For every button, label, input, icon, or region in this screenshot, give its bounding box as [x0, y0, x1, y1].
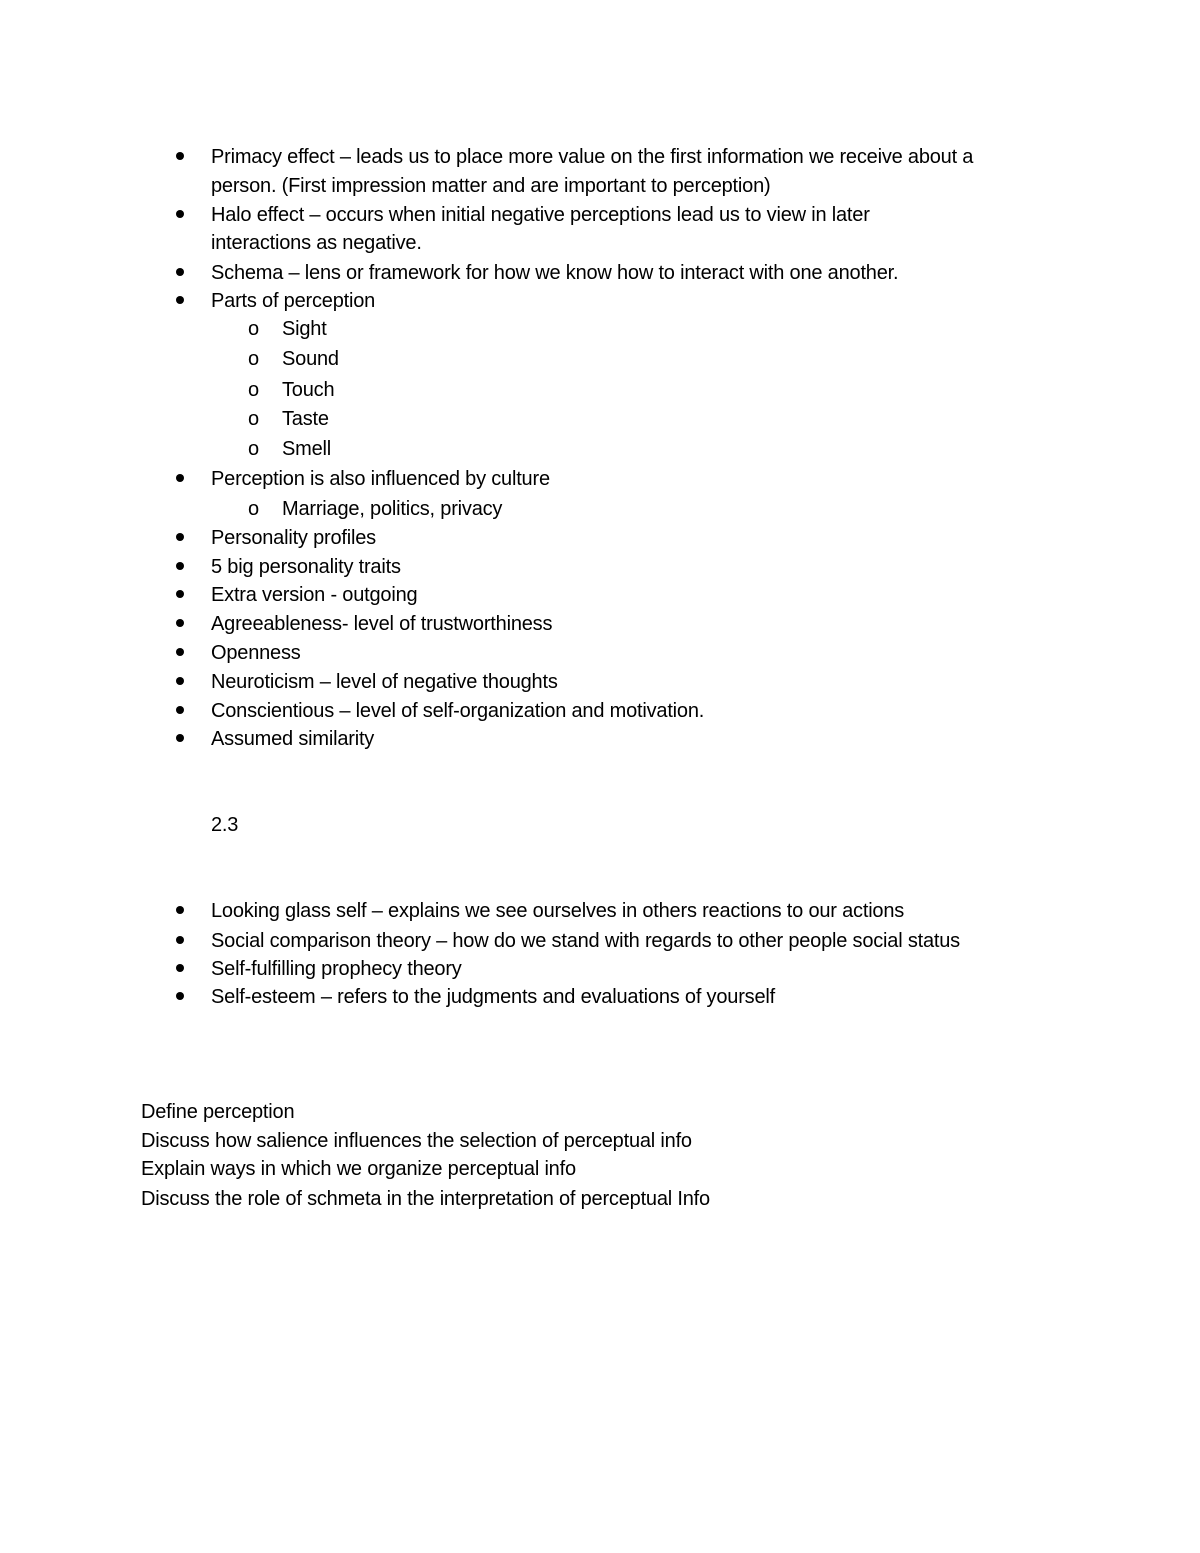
list-item-text: Personality profiles [211, 527, 376, 549]
bullet-dot [176, 474, 184, 482]
list-item-text: Looking glass self – explains we see ourselves in others reactions to our actions [211, 900, 905, 922]
list-item-text: Primacy effect – leads us to place more value on the first information we receive about a [211, 146, 974, 168]
objective-line: Discuss the role of schmeta in the interpretation of perceptual Info [141, 1188, 710, 1210]
bullet-dot [176, 677, 184, 685]
list-item-text: person. (First impression matter and are important to perception) [211, 175, 771, 197]
list-item-text: interactions as negative. [211, 232, 422, 254]
bullet-dot [176, 210, 184, 218]
list-item-text: Conscientious – level of self-organization and motivation. [211, 700, 705, 722]
bullet-dot [176, 296, 184, 304]
list-item-text: Social comparison theory – how do we stand with regards to other people social status [211, 930, 960, 952]
list-item-text: Self-esteem – refers to the judgments and evaluations of yourself [211, 986, 775, 1008]
bullet-dot [176, 992, 184, 1000]
list-item-text: Self-fulfilling prophecy theory [211, 958, 462, 980]
list-item-text: Openness [211, 642, 301, 664]
objective-line: Discuss how salience influences the selection of perceptual info [141, 1130, 692, 1152]
bullet-dot [176, 936, 184, 944]
sub-item-text: Marriage, politics, privacy [282, 498, 503, 520]
sub-item-text: Sound [282, 348, 339, 370]
bullet-dot [176, 619, 184, 627]
sub-bullet-glyph: o [248, 438, 260, 460]
list-item-text: Schema – lens or framework for how we know how to interact with one another. [211, 262, 899, 284]
sub-bullet-glyph: o [248, 408, 260, 430]
sub-bullet-glyph: o [248, 348, 260, 370]
objective-line: Define perception [141, 1101, 295, 1123]
objective-line: Explain ways in which we organize perceptual info [141, 1158, 576, 1180]
list-item-text: Parts of perception [211, 290, 376, 312]
bullet-dot [176, 562, 184, 570]
sub-item-text: Smell [282, 438, 332, 460]
sub-item-text: Taste [282, 408, 329, 430]
list-item-text: Extra version - outgoing [211, 584, 418, 606]
bullet-dot [176, 152, 184, 160]
bullet-dot [176, 648, 184, 656]
list-item-text: Assumed similarity [211, 728, 375, 750]
bullet-dot [176, 906, 184, 914]
list-item-text: Halo effect – occurs when initial negative perceptions lead us to view in later [211, 204, 870, 226]
list-item-text: Agreeableness- level of trustworthiness [211, 613, 553, 635]
bullet-dot [176, 964, 184, 972]
bullet-dot [176, 706, 184, 714]
sub-bullet-glyph: o [248, 379, 260, 401]
bullet-dot [176, 734, 184, 742]
list-item-text: 5 big personality traits [211, 556, 401, 578]
sub-item-text: Sight [282, 318, 327, 340]
sub-item-text: Touch [282, 379, 335, 401]
section-heading: 2.3 [211, 814, 239, 836]
list-item-text: Neuroticism – level of negative thoughts [211, 671, 558, 693]
bullet-dot [176, 533, 184, 541]
bullet-dot [176, 268, 184, 276]
list-item-text: Perception is also influenced by culture [211, 468, 550, 490]
sub-bullet-glyph: o [248, 318, 260, 340]
bullet-dot [176, 590, 184, 598]
sub-bullet-glyph: o [248, 498, 260, 520]
